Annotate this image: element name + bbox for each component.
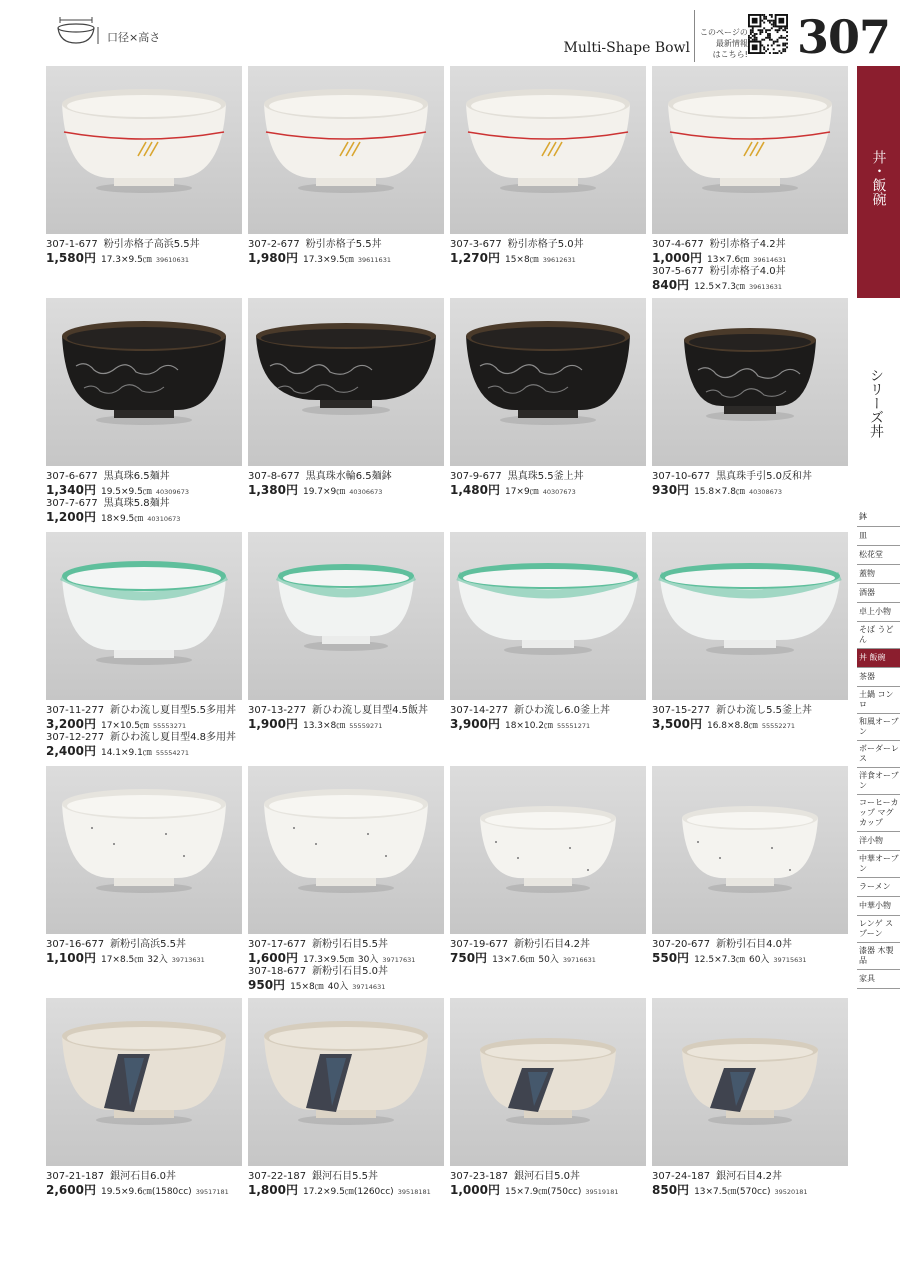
product-title-line: [248, 938, 450, 951]
product-pack-qty: 32入: [147, 955, 168, 965]
product-detail-line: [46, 1183, 248, 1197]
product-id: 307-12-277: [46, 732, 105, 743]
product-title-line: [652, 1170, 854, 1183]
product-photo[interactable]: [46, 998, 242, 1166]
product-code: 55554271: [155, 749, 189, 757]
product-name: 黒真珠手引5.0反和丼: [716, 471, 813, 482]
product-dimensions: 16.8×8.8㎝: [706, 721, 758, 731]
product-id: 307-8-677: [248, 471, 300, 482]
product-photo[interactable]: [450, 298, 646, 466]
product-code: 55559271: [349, 722, 383, 730]
product-title-line: [450, 704, 652, 717]
bowl-image: [46, 66, 242, 234]
product-detail-line: [46, 251, 248, 265]
sidebar-item[interactable]: レンゲ スプーン: [857, 916, 900, 943]
product-price: 1,340円: [46, 483, 96, 497]
bowl-image: [248, 66, 444, 234]
product-id: 307-1-677: [46, 239, 98, 250]
product-dimensions: 17.3×9.5㎝: [302, 955, 354, 965]
product-detail-line: [248, 978, 450, 992]
product-name: 銀河石目6.0丼: [110, 1171, 177, 1182]
product-pack-qty: 60入: [748, 955, 770, 965]
product-id: 307-2-677: [248, 239, 300, 250]
product-price: 3,900円: [450, 717, 500, 731]
product-code: 39517181: [195, 1188, 229, 1196]
bowl-image: [652, 66, 848, 234]
product-photo[interactable]: [652, 66, 848, 234]
product-title-line: [248, 470, 450, 483]
sidebar-item[interactable]: 皿: [857, 527, 900, 546]
sidebar-item[interactable]: 鉢: [857, 508, 900, 527]
product-detail-line: [450, 1183, 652, 1197]
product-id: 307-3-677: [450, 239, 502, 250]
product-name: 銀河石目4.2丼: [716, 1171, 783, 1182]
page-number: 307: [797, 10, 891, 64]
product-id: 307-5-677: [652, 266, 704, 277]
product-price: 1,270円: [450, 251, 500, 265]
product-price: 1,800円: [248, 1183, 298, 1197]
product-code: 39614631: [753, 256, 787, 264]
product-id: 307-21-187: [46, 1171, 105, 1182]
product-title-line: [248, 704, 450, 717]
product-title-line: [450, 470, 652, 483]
product-id: 307-9-677: [450, 471, 502, 482]
product-title-line: [652, 265, 854, 278]
product-caption: [248, 1170, 450, 1197]
product-detail-line: [248, 251, 450, 265]
product-name: 新ひわ流し5.5釜上丼: [716, 705, 813, 716]
product-caption: [46, 238, 248, 265]
product-id: 307-18-677: [248, 966, 307, 977]
product-code: 39610631: [155, 256, 189, 264]
product-detail-line: [652, 483, 854, 497]
product-caption: [450, 470, 652, 497]
product-dimensions: 17×8.5㎝: [100, 955, 144, 965]
product-dimensions: 17×9㎝: [504, 487, 539, 497]
product-detail-line: [46, 510, 248, 524]
sidebar-item[interactable]: 丼 飯碗: [857, 649, 900, 668]
product-detail-line: [450, 951, 652, 965]
product-dimensions: 15×7.9㎝(750cc): [504, 1187, 582, 1197]
product-price: 840円: [652, 278, 690, 292]
product-dimensions: 17.3×9.5㎝: [100, 255, 152, 265]
product-dimensions: 18×10.2㎝: [504, 721, 554, 731]
product-name: 新ひわ流し夏目型5.5多用丼: [110, 705, 237, 716]
product-dimensions: 15.8×7.8㎝: [694, 487, 745, 497]
product-caption: [652, 470, 854, 497]
product-caption: [46, 470, 248, 524]
product-title-line: [450, 238, 652, 251]
product-price: 930円: [652, 483, 690, 497]
product-price: 950円: [248, 978, 286, 992]
product-name: 粉引赤格子5.5丼: [305, 239, 382, 250]
sidebar-item[interactable]: ボーダーレス: [857, 741, 900, 768]
product-title-line: [450, 1170, 652, 1183]
sidebar-item[interactable]: コーヒーカップ マグカップ: [857, 795, 900, 832]
product-name: 新粉引高浜5.5丼: [110, 939, 187, 950]
product-detail-line: [450, 251, 652, 265]
product-code: 39613631: [748, 283, 783, 291]
product-title-line: [46, 238, 248, 251]
product-detail-line: [46, 483, 248, 497]
product-dimensions: 19.7×9㎝: [302, 487, 346, 497]
product-dimensions: 17×10.5㎝: [100, 721, 150, 731]
bowl-image: [46, 532, 242, 700]
product-price: 1,200円: [46, 510, 96, 524]
bowl-image: [248, 532, 444, 700]
product-photo[interactable]: [46, 298, 242, 466]
product-title-line: [46, 497, 248, 510]
product-detail-line: [652, 251, 854, 265]
product-id: 307-16-677: [46, 939, 105, 950]
product-name: 黒真珠水輪6.5麺鉢: [305, 471, 392, 482]
product-caption: [450, 704, 652, 731]
product-price: 750円: [450, 951, 488, 965]
product-id: 307-11-277: [46, 705, 105, 716]
product-name: 銀河石目5.5丼: [312, 1171, 379, 1182]
product-id: 307-14-277: [450, 705, 509, 716]
product-price: 1,380円: [248, 483, 298, 497]
product-name: 新ひわ流し夏目型4.5飯丼: [312, 705, 429, 716]
qr-caption-line: 最新情報: [715, 39, 748, 48]
product-name: 新粉引石目4.2丼: [514, 939, 591, 950]
product-price: 2,600円: [46, 1183, 96, 1197]
bowl-image: [450, 532, 646, 700]
sidebar-item[interactable]: 中華オーブン: [857, 851, 900, 878]
product-id: 307-4-677: [652, 239, 704, 250]
product-caption: [248, 470, 450, 497]
sidebar-item[interactable]: 松花堂: [857, 546, 900, 565]
bowl-image: [652, 998, 848, 1166]
product-caption: [450, 938, 652, 965]
product-title-line: [248, 1170, 450, 1183]
product-code: 39612631: [542, 256, 576, 264]
product-price: 1,980円: [248, 251, 298, 265]
product-title-line: [46, 938, 248, 951]
product-photo[interactable]: [450, 532, 646, 700]
product-caption: [450, 238, 652, 265]
product-caption: [46, 704, 248, 758]
product-name: 新粉引石目5.5丼: [312, 939, 389, 950]
product-detail-line: [652, 278, 854, 292]
product-id: 307-23-187: [450, 1171, 509, 1182]
qr-caption-line: このページの: [700, 28, 748, 37]
product-title-line: [248, 238, 450, 251]
product-code: 39518181: [397, 1188, 431, 1196]
product-id: 307-20-677: [652, 939, 711, 950]
product-detail-line: [46, 744, 248, 758]
product-detail-line: [248, 483, 450, 497]
product-code: 40309673: [155, 488, 189, 496]
product-id: 307-24-187: [652, 1171, 711, 1182]
product-photo[interactable]: [46, 766, 242, 934]
product-code: 40308673: [748, 488, 783, 496]
product-detail-line: [450, 483, 652, 497]
product-photo[interactable]: [248, 532, 444, 700]
product-photo[interactable]: [46, 532, 242, 700]
product-caption: [652, 938, 854, 965]
product-title-line: [652, 704, 854, 717]
product-price: 3,200円: [46, 717, 96, 731]
product-name: 粉引赤格子高浜5.5丼: [103, 239, 200, 250]
product-title-line: [46, 731, 248, 744]
product-detail-line: [46, 951, 248, 965]
product-name: 粉引赤格子4.2丼: [709, 239, 786, 250]
product-pack-qty: 30入: [357, 955, 379, 965]
product-price: 550円: [652, 951, 690, 965]
product-dimensions: 15×8㎝: [504, 255, 539, 265]
product-title-line: [46, 1170, 248, 1183]
bowl-image: [652, 298, 848, 466]
product-dimensions: 13.3×8㎝: [302, 721, 346, 731]
bowl-image: [248, 998, 444, 1166]
product-title-line: [248, 965, 450, 978]
product-code: 39519181: [585, 1188, 619, 1196]
product-code: 40307673: [542, 488, 576, 496]
product-caption: [652, 238, 854, 292]
product-title-line: [652, 238, 854, 251]
product-photo[interactable]: [46, 66, 242, 234]
product-code: 55552271: [761, 722, 795, 730]
product-detail-line: [652, 717, 854, 731]
bowl-dimension-icon: [52, 17, 100, 47]
sidebar-item[interactable]: 茶器: [857, 668, 900, 687]
sidebar-item[interactable]: 酒器: [857, 584, 900, 603]
product-dimensions: 13×7.5㎝(570cc): [694, 1187, 771, 1197]
product-caption: [46, 938, 248, 965]
product-photo[interactable]: [248, 298, 444, 466]
sidebar-item[interactable]: 卓上小物: [857, 603, 900, 622]
product-caption: [248, 238, 450, 265]
product-price: 1,000円: [450, 1183, 500, 1197]
bowl-image: [248, 766, 444, 934]
product-code: 55553271: [153, 722, 187, 730]
product-name: 粉引赤格子4.0丼: [709, 266, 786, 277]
product-dimensions: 13×7.6㎝: [492, 955, 535, 965]
product-detail-line: [652, 951, 854, 965]
product-name: 新ひわ流し6.0釜上丼: [514, 705, 611, 716]
qr-code-icon[interactable]: [748, 14, 788, 54]
product-caption: [248, 704, 450, 731]
product-photo[interactable]: [248, 766, 444, 934]
product-id: 307-6-677: [46, 471, 98, 482]
product-caption: [652, 1170, 854, 1197]
product-photo[interactable]: [652, 766, 848, 934]
product-code: 39713631: [171, 956, 205, 964]
bowl-image: [450, 298, 646, 466]
product-name: 新粉引石目5.0丼: [312, 966, 389, 977]
product-id: 307-17-677: [248, 939, 307, 950]
product-price: 1,000円: [652, 251, 702, 265]
sidebar-item[interactable]: 家具: [857, 970, 900, 989]
product-dimensions: 19.5×9.6㎝(1580cc): [100, 1187, 192, 1197]
product-detail-line: [248, 1183, 450, 1197]
bowl-image: [46, 998, 242, 1166]
product-photo[interactable]: [248, 66, 444, 234]
bowl-image: [652, 532, 848, 700]
product-code: 39611631: [357, 256, 391, 264]
product-id: 307-13-277: [248, 705, 307, 716]
product-title-line: [46, 470, 248, 483]
product-dimensions: 19.5×9.5㎝: [100, 487, 152, 497]
bowl-image: [248, 298, 444, 466]
product-pack-qty: 50入: [538, 955, 559, 965]
section-tab-label: 丼・飯碗: [870, 150, 887, 206]
category-nav: [857, 508, 900, 989]
sidebar-item[interactable]: 中華小物: [857, 897, 900, 916]
product-photo[interactable]: [450, 766, 646, 934]
product-price: 2,400円: [46, 744, 96, 758]
product-detail-line: [450, 717, 652, 731]
product-pack-qty: 40入: [327, 982, 349, 992]
sidebar-item[interactable]: 洋食オーブン: [857, 768, 900, 795]
product-dimensions: 15×8㎝: [290, 982, 324, 992]
product-title-line: [46, 704, 248, 717]
product-code: 55551271: [557, 722, 591, 730]
product-title-line: [652, 470, 854, 483]
product-photo[interactable]: [248, 998, 444, 1166]
product-dimensions: 18×9.5㎝: [100, 514, 144, 524]
product-photo[interactable]: [450, 998, 646, 1166]
product-id: 307-10-677: [652, 471, 711, 482]
product-dimensions: 14.1×9.1㎝: [100, 748, 152, 758]
product-price: 3,500円: [652, 717, 702, 731]
product-id: 307-7-677: [46, 498, 98, 509]
product-photo[interactable]: [652, 998, 848, 1166]
product-id: 307-19-677: [450, 939, 509, 950]
product-caption: [450, 1170, 652, 1197]
dimension-legend: 口径×高さ: [107, 31, 161, 44]
product-name: 粉引赤格子5.0丼: [507, 239, 584, 250]
bowl-image: [450, 66, 646, 234]
bowl-image: [46, 766, 242, 934]
product-name: 新ひわ流し夏目型4.8多用丼: [110, 732, 237, 743]
sidebar-item[interactable]: 漆器 木製品: [857, 943, 900, 970]
product-price: 1,600円: [248, 951, 298, 965]
product-price: 1,580円: [46, 251, 96, 265]
bowl-image: [652, 766, 848, 934]
product-caption: [46, 1170, 248, 1197]
product-price: 850円: [652, 1183, 690, 1197]
product-detail-line: [248, 951, 450, 965]
product-name: 銀河石目5.0丼: [514, 1171, 581, 1182]
product-dimensions: 17.3×9.5㎝: [302, 255, 354, 265]
series-label: シリーズ丼: [868, 368, 884, 438]
sidebar-item[interactable]: そば うどん: [857, 622, 900, 649]
product-code: 39715631: [773, 956, 807, 964]
product-detail-line: [652, 1183, 854, 1197]
product-price: 1,900円: [248, 717, 298, 731]
product-dimensions: 12.5×7.3㎝: [694, 955, 745, 965]
product-dimensions: 12.5×7.3㎝: [694, 282, 745, 292]
bowl-image: [450, 766, 646, 934]
product-code: 40306673: [349, 488, 383, 496]
qr-caption: [700, 27, 748, 60]
product-id: 307-15-277: [652, 705, 711, 716]
bowl-image: [450, 998, 646, 1166]
product-code: 39520181: [774, 1188, 808, 1196]
product-photo[interactable]: [652, 532, 848, 700]
product-dimensions: 17.2×9.5㎝(1260cc): [302, 1187, 394, 1197]
sidebar-item[interactable]: 洋小物: [857, 832, 900, 851]
product-name: 黒真珠6.5麺丼: [103, 471, 170, 482]
product-price: 1,480円: [450, 483, 500, 497]
bowl-image: [46, 298, 242, 466]
product-code: 40310673: [147, 515, 181, 523]
product-title-line: [450, 938, 652, 951]
product-name: 黒真珠5.5釜上丼: [507, 471, 584, 482]
product-photo[interactable]: [652, 298, 848, 466]
product-id: 307-22-187: [248, 1171, 307, 1182]
qr-caption-line: はこちら!: [712, 50, 748, 59]
product-caption: [248, 938, 450, 992]
product-title-line: [652, 938, 854, 951]
product-code: 39714631: [352, 983, 386, 991]
product-code: 39717631: [382, 956, 416, 964]
header-divider: [694, 10, 695, 62]
sidebar-item[interactable]: ラーメン: [857, 878, 900, 897]
product-photo[interactable]: [450, 66, 646, 234]
product-price: 1,100円: [46, 951, 96, 965]
product-dimensions: 13×7.6㎝: [706, 255, 750, 265]
product-name: 新粉引石目4.0丼: [716, 939, 793, 950]
product-detail-line: [46, 717, 248, 731]
product-name: 黒真珠5.8麺丼: [103, 498, 170, 509]
product-code: 39716631: [562, 956, 596, 964]
sidebar-item[interactable]: 蓋物: [857, 565, 900, 584]
product-caption: [652, 704, 854, 731]
product-detail-line: [248, 717, 450, 731]
sidebar-item[interactable]: 土鍋 コンロ: [857, 687, 900, 714]
sidebar-item[interactable]: 和風オーブン: [857, 714, 900, 741]
page-title: Multi-Shape Bowl: [563, 40, 690, 56]
